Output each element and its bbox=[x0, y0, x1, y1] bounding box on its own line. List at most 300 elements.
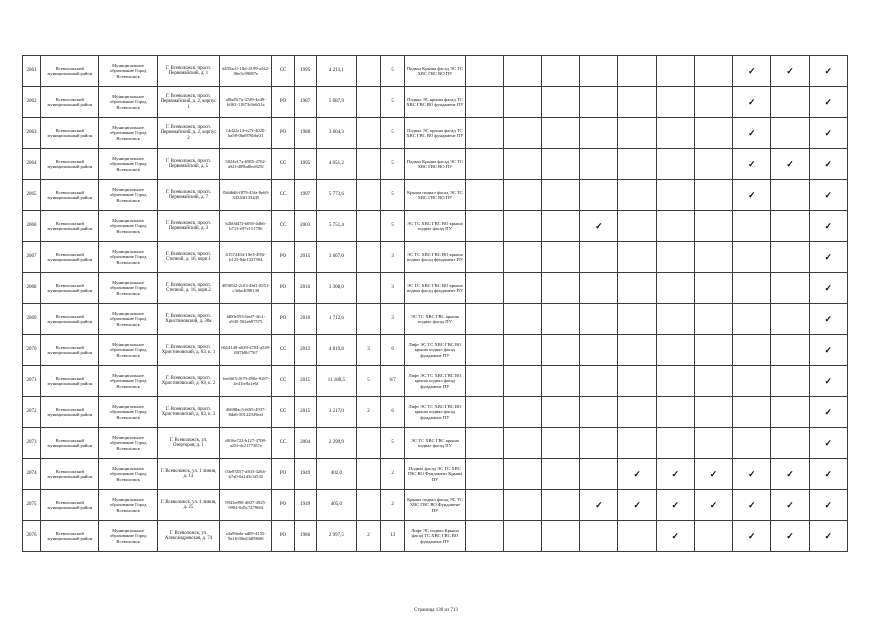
table-row bbox=[23, 118, 848, 149]
cell-fias-guid: 1ee60f5-f679-490e-9287-2e41fe8a1e6f bbox=[220, 366, 272, 397]
cell-fias-guid: 03e93557-a503-4264-b7a0-0a1d3c3f532 bbox=[220, 459, 272, 490]
cell-work-check bbox=[542, 397, 580, 428]
cell-build-year: 1997 bbox=[294, 180, 316, 211]
cell-work-check bbox=[542, 335, 580, 366]
check-mark-icon: ✓ bbox=[595, 220, 603, 231]
cell-total-area: 3 308,0 bbox=[316, 273, 356, 304]
cell-building-type: РО bbox=[272, 242, 294, 273]
cell-work-check bbox=[465, 304, 503, 335]
cell-building-type: РО bbox=[272, 87, 294, 118]
cell-work-types: Лифт ЭС ТС ХВС ГВС ВО крыша подвал фасад фундамент ПУ bbox=[405, 397, 465, 428]
cell-address: Г. Всеволожск, ул. 1 линия, д. 13 bbox=[157, 459, 219, 490]
cell-building-type: РО bbox=[272, 273, 294, 304]
cell-work-check bbox=[694, 490, 732, 521]
cell-work-check bbox=[809, 211, 847, 242]
cell-fias-guid: b2b0d47f-b050-4db6-b713-e97e151796 bbox=[220, 211, 272, 242]
cell-work-check bbox=[465, 242, 503, 273]
cell-address: Г. Всеволожск, просп. Первомайский, д. 2, корпус 2 bbox=[157, 118, 219, 149]
cell-work-check bbox=[542, 118, 580, 149]
cell-building-type: РО bbox=[272, 521, 294, 552]
cell-work-check bbox=[503, 118, 541, 149]
check-mark-icon: ✓ bbox=[824, 251, 833, 262]
cell-work-check bbox=[580, 521, 618, 552]
cell-municipality: Всеволожский муниципальный район bbox=[41, 428, 99, 459]
cell-address: Г. Всеволожск, просп. Христиновский, д. 30к bbox=[157, 304, 219, 335]
cell-owner-entity: Муниципальное образование Город Всеволожск bbox=[99, 211, 157, 242]
cell-fias-guid: a3a99ada-ad09-4155-9a16-00ed3d09608 bbox=[220, 521, 272, 552]
cell-building-type: РО bbox=[272, 118, 294, 149]
cell-municipality: Всеволожский муниципальный район bbox=[41, 211, 99, 242]
cell-entrances bbox=[356, 87, 380, 118]
cell-work-types: ЭС ТС ХВС ГВС крыша подвал фасад ПУ bbox=[405, 428, 465, 459]
table-row bbox=[23, 56, 848, 87]
cell-build-year: 2010 bbox=[294, 304, 316, 335]
cell-work-check bbox=[503, 149, 541, 180]
cell-municipality: Всеволожский муниципальный район bbox=[41, 521, 99, 552]
cell-entrances: 3 bbox=[356, 335, 380, 366]
cell-building-type: СС bbox=[272, 149, 294, 180]
cell-work-check bbox=[618, 87, 656, 118]
cell-total-area: 1 712,6 bbox=[316, 304, 356, 335]
table-row bbox=[23, 87, 848, 118]
cell-work-check bbox=[465, 118, 503, 149]
cell-work-check bbox=[809, 459, 847, 490]
cell-row-number: 2065 bbox=[23, 180, 41, 211]
cell-work-check bbox=[580, 304, 618, 335]
check-mark-icon: ✓ bbox=[747, 499, 756, 510]
cell-address: Г. Всеволожск, ул. Александровская, д. 74 bbox=[157, 521, 219, 552]
cell-work-check bbox=[503, 397, 541, 428]
check-mark-icon: ✓ bbox=[824, 437, 833, 448]
cell-owner-entity: Муниципальное образование Город Всеволожск bbox=[99, 335, 157, 366]
cell-total-area: 2 997,5 bbox=[316, 521, 356, 552]
cell-work-check bbox=[694, 304, 732, 335]
cell-work-check bbox=[771, 366, 809, 397]
cell-owner-entity: Муниципальное образование Город Всеволожск bbox=[99, 304, 157, 335]
cell-work-check bbox=[465, 490, 503, 521]
cell-work-types: Лифт ЭС ТС ХВС ГВС ВО крыша подвал фасад фундамент ПУ bbox=[405, 366, 465, 397]
cell-entrances: 2 bbox=[356, 521, 380, 552]
cell-work-check bbox=[542, 428, 580, 459]
cell-floors: 13 bbox=[381, 521, 405, 552]
cell-building-type: СС bbox=[272, 366, 294, 397]
cell-row-number: 2064 bbox=[23, 149, 41, 180]
cell-floors: 3 bbox=[381, 304, 405, 335]
cell-work-check bbox=[542, 56, 580, 87]
cell-work-check bbox=[465, 459, 503, 490]
check-mark-icon: ✓ bbox=[824, 189, 833, 200]
cell-owner-entity: Муниципальное образование Город Всеволожск bbox=[99, 490, 157, 521]
cell-building-type: СС bbox=[272, 56, 294, 87]
cell-work-check bbox=[580, 180, 618, 211]
check-mark-icon: ✓ bbox=[671, 468, 680, 479]
cell-row-number: 2069 bbox=[23, 304, 41, 335]
cell-build-year: 2015 bbox=[294, 242, 316, 273]
cell-entrances bbox=[356, 273, 380, 304]
table-row bbox=[23, 211, 848, 242]
cell-work-check bbox=[503, 366, 541, 397]
cell-work-check bbox=[465, 366, 503, 397]
cell-work-check bbox=[618, 428, 656, 459]
cell-row-number: 2062 bbox=[23, 87, 41, 118]
cell-work-check bbox=[465, 521, 503, 552]
cell-entrances bbox=[356, 180, 380, 211]
cell-total-area: 3 604,3 bbox=[316, 118, 356, 149]
check-mark-icon: ✓ bbox=[824, 375, 833, 386]
cell-work-types: ЭС ТС ХВС ГВС ВО крыша подвал фасад фундамент ПУ bbox=[405, 273, 465, 304]
cell-municipality: Всеволожский муниципальный район bbox=[41, 87, 99, 118]
table-row bbox=[23, 149, 848, 180]
cell-fias-guid: 9943e090-4607-4925-9984-0d5c747966f bbox=[220, 490, 272, 521]
cell-municipality: Всеволожский муниципальный район bbox=[41, 118, 99, 149]
cell-owner-entity: Муниципальное образование Город Всеволожск bbox=[99, 459, 157, 490]
cell-work-check bbox=[580, 118, 618, 149]
cell-work-check bbox=[465, 56, 503, 87]
cell-build-year: 1988 bbox=[294, 118, 316, 149]
cell-work-check bbox=[618, 180, 656, 211]
cell-total-area: 405,0 bbox=[316, 490, 356, 521]
cell-municipality: Всеволожский муниципальный район bbox=[41, 273, 99, 304]
cell-municipality: Всеволожский муниципальный район bbox=[41, 149, 99, 180]
cell-work-check bbox=[465, 335, 503, 366]
cell-build-year: 1949 bbox=[294, 490, 316, 521]
cell-work-check bbox=[694, 211, 732, 242]
check-mark-icon: ✓ bbox=[786, 65, 794, 76]
cell-work-check bbox=[542, 304, 580, 335]
cell-work-check bbox=[542, 149, 580, 180]
check-mark-icon: ✓ bbox=[747, 530, 756, 541]
cell-work-check bbox=[694, 242, 732, 273]
check-mark-icon: ✓ bbox=[786, 499, 794, 510]
check-mark-icon: ✓ bbox=[709, 499, 718, 510]
cell-work-check bbox=[733, 87, 771, 118]
cell-work-check bbox=[503, 273, 541, 304]
cell-municipality: Всеволожский муниципальный район bbox=[41, 180, 99, 211]
cell-owner-entity: Муниципальное образование Город Всеволожск bbox=[99, 118, 157, 149]
check-mark-icon: ✓ bbox=[824, 127, 833, 138]
cell-work-check bbox=[503, 459, 541, 490]
cell-work-check bbox=[618, 459, 656, 490]
cell-building-type: СС bbox=[272, 397, 294, 428]
cell-work-types: ЭС ТС ХВС ГВС крыша подвал фасад ПУ bbox=[405, 304, 465, 335]
check-mark-icon: ✓ bbox=[824, 158, 833, 169]
cell-work-check bbox=[771, 521, 809, 552]
cell-build-year: 2015 bbox=[294, 397, 316, 428]
cell-work-check bbox=[694, 428, 732, 459]
table-row bbox=[23, 273, 848, 304]
cell-work-check bbox=[694, 335, 732, 366]
cell-work-check bbox=[656, 180, 694, 211]
cell-work-check bbox=[580, 149, 618, 180]
cell-build-year: 1995 bbox=[294, 56, 316, 87]
cell-work-check bbox=[542, 87, 580, 118]
cell-work-check bbox=[465, 273, 503, 304]
cell-owner-entity: Муниципальное образование Город Всеволожск bbox=[99, 428, 157, 459]
cell-floors: 5 bbox=[381, 211, 405, 242]
cell-row-number: 2073 bbox=[23, 428, 41, 459]
check-mark-icon: ✓ bbox=[786, 158, 794, 169]
cell-work-check bbox=[733, 273, 771, 304]
cell-municipality: Всеволожский муниципальный район bbox=[41, 490, 99, 521]
cell-work-check bbox=[809, 273, 847, 304]
cell-work-check bbox=[771, 149, 809, 180]
cell-work-check bbox=[656, 118, 694, 149]
cell-work-check bbox=[771, 87, 809, 118]
cell-total-area: 5 751,4 bbox=[316, 211, 356, 242]
cell-row-number: 2070 bbox=[23, 335, 41, 366]
check-mark-icon: ✓ bbox=[824, 530, 833, 541]
cell-floors: 6 bbox=[381, 397, 405, 428]
check-mark-icon: ✓ bbox=[824, 344, 833, 355]
cell-work-check bbox=[809, 304, 847, 335]
cell-work-check bbox=[618, 366, 656, 397]
cell-work-check bbox=[733, 304, 771, 335]
cell-work-types: ЭС ТС ХВС ГВС ВО крыша подвал фасад фундамент ПУ bbox=[405, 242, 465, 273]
cell-floors: 6 bbox=[381, 335, 405, 366]
cell-work-check bbox=[580, 56, 618, 87]
table-row bbox=[23, 521, 848, 552]
cell-work-check bbox=[503, 521, 541, 552]
check-mark-icon: ✓ bbox=[671, 499, 680, 510]
cell-address: Г. Всеволожск, ул. 1 линия, д. 25 bbox=[157, 490, 219, 521]
cell-work-check bbox=[618, 211, 656, 242]
cell-work-check bbox=[542, 211, 580, 242]
cell-total-area: 3 217,0 bbox=[316, 397, 356, 428]
cell-owner-entity: Муниципальное образование Город Всеволожск bbox=[99, 397, 157, 428]
cell-build-year: 1986 bbox=[294, 521, 316, 552]
cell-work-check bbox=[809, 87, 847, 118]
cell-work-check bbox=[733, 490, 771, 521]
cell-work-check bbox=[694, 273, 732, 304]
cell-work-check bbox=[809, 428, 847, 459]
cell-entrances bbox=[356, 242, 380, 273]
page-footer: Страница 130 из 713 bbox=[414, 608, 458, 613]
cell-work-check bbox=[580, 397, 618, 428]
cell-work-check bbox=[580, 211, 618, 242]
cell-floors: 6/7 bbox=[381, 366, 405, 397]
cell-fias-guid: 0654148-a639-4704-a549-f8f7b0b7767 bbox=[220, 335, 272, 366]
cell-work-check bbox=[771, 242, 809, 273]
check-mark-icon: ✓ bbox=[633, 499, 641, 510]
cell-work-types: Крыша подвал фасад ЭС ТС ХВС ГВС ВО Фундамент ПУ bbox=[405, 490, 465, 521]
cell-work-types: Подвал фасад ЭС ТС ХВС ГВС ВО Фундамент Крыша ПУ bbox=[405, 459, 465, 490]
cell-building-type: РО bbox=[272, 304, 294, 335]
cell-owner-entity: Муниципальное образование Город Всеволожск bbox=[99, 149, 157, 180]
cell-work-check bbox=[465, 180, 503, 211]
cell-address: Г. Всеволожск, просп. Первомайский, д. 3 bbox=[157, 211, 219, 242]
check-mark-icon: ✓ bbox=[824, 313, 833, 324]
cell-fias-guid: d616e722-b127-4708-a25f-dc2177387е bbox=[220, 428, 272, 459]
cell-work-check bbox=[503, 56, 541, 87]
cell-work-check bbox=[542, 521, 580, 552]
cell-work-types: Подвал ЭС крыша фасад ТС ХВС ГВС ВО фундамент ПУ bbox=[405, 118, 465, 149]
cell-work-types: Подвал Крыша фасад ЭС ТС ХВС ГВС ВО ПУ bbox=[405, 56, 465, 87]
cell-work-check bbox=[694, 180, 732, 211]
cell-entrances: 2 bbox=[356, 397, 380, 428]
cell-work-check bbox=[656, 211, 694, 242]
cell-building-type: СС bbox=[272, 180, 294, 211]
cell-build-year: 2016 bbox=[294, 273, 316, 304]
cell-work-types: Лифт ЭС подвал Крыша фасад ТС ХВС ГВС ВО фундамент ПУ bbox=[405, 521, 465, 552]
cell-work-check bbox=[542, 366, 580, 397]
cell-work-types: ЭС ТС ХВС ГВС ВО крыша подвал фасад ПУ bbox=[405, 211, 465, 242]
cell-work-check bbox=[656, 149, 694, 180]
cell-municipality: Всеволожский муниципальный район bbox=[41, 335, 99, 366]
cell-work-check bbox=[618, 56, 656, 87]
cell-work-check bbox=[542, 459, 580, 490]
cell-entrances bbox=[356, 490, 380, 521]
cell-total-area: 402,0 bbox=[316, 459, 356, 490]
cell-work-check bbox=[580, 87, 618, 118]
cell-work-check bbox=[503, 335, 541, 366]
cell-work-check bbox=[503, 87, 541, 118]
cell-build-year: 2004 bbox=[294, 428, 316, 459]
cell-work-check bbox=[503, 242, 541, 273]
cell-work-check bbox=[809, 521, 847, 552]
check-mark-icon: ✓ bbox=[747, 468, 756, 479]
cell-work-check bbox=[656, 56, 694, 87]
cell-work-check bbox=[809, 366, 847, 397]
housing-register-table bbox=[22, 55, 848, 552]
cell-work-types: Подвал Крыша фасад ЭС ТС ХВС ГВС ВО ПУ bbox=[405, 149, 465, 180]
cell-floors: 2 bbox=[381, 459, 405, 490]
cell-fias-guid: a0bd5f7a-47d9-4e49-b063-11873c8eb31a bbox=[220, 87, 272, 118]
cell-work-check bbox=[733, 211, 771, 242]
cell-address: Г. Всеволожск, просп. Христиновский, д. 83, к. 3 bbox=[157, 397, 219, 428]
cell-work-check bbox=[618, 149, 656, 180]
table-row bbox=[23, 304, 848, 335]
cell-work-check bbox=[580, 490, 618, 521]
cell-floors: 5 bbox=[381, 118, 405, 149]
cell-fias-guid: 485f832-2c03-4bf1-8351-c3ebe4098139 bbox=[220, 273, 272, 304]
cell-floors: 3 bbox=[381, 273, 405, 304]
check-mark-icon: ✓ bbox=[709, 468, 718, 479]
check-mark-icon: ✓ bbox=[747, 96, 756, 107]
cell-work-check bbox=[656, 490, 694, 521]
cell-work-check bbox=[694, 118, 732, 149]
cell-building-type: СС bbox=[272, 335, 294, 366]
cell-work-check bbox=[733, 242, 771, 273]
cell-work-check bbox=[809, 397, 847, 428]
cell-address: Г. Всеволожск, ул. Озерторов, д. 1 bbox=[157, 428, 219, 459]
cell-work-check bbox=[656, 459, 694, 490]
cell-entrances bbox=[356, 118, 380, 149]
cell-work-check bbox=[771, 397, 809, 428]
check-mark-icon: ✓ bbox=[747, 158, 756, 169]
cell-building-type: РО bbox=[272, 459, 294, 490]
cell-work-check bbox=[656, 428, 694, 459]
cell-address: Г. Всеволожск, просп. Христиновский, д. 83, к. 1 bbox=[157, 335, 219, 366]
cell-work-check bbox=[809, 490, 847, 521]
cell-work-check bbox=[580, 459, 618, 490]
cell-entrances bbox=[356, 459, 380, 490]
cell-row-number: 2075 bbox=[23, 490, 41, 521]
cell-work-check bbox=[618, 490, 656, 521]
cell-owner-entity: Муниципальное образование Город Всеволожск bbox=[99, 242, 157, 273]
cell-work-check bbox=[503, 428, 541, 459]
cell-total-area: 5 773,6 bbox=[316, 180, 356, 211]
cell-work-check bbox=[771, 490, 809, 521]
cell-work-check bbox=[809, 56, 847, 87]
cell-work-check bbox=[503, 180, 541, 211]
cell-work-check bbox=[580, 366, 618, 397]
cell-work-check bbox=[733, 56, 771, 87]
cell-build-year: 1949 bbox=[294, 459, 316, 490]
cell-owner-entity: Муниципальное образование Город Всеволожск bbox=[99, 366, 157, 397]
cell-work-check bbox=[771, 428, 809, 459]
cell-work-check bbox=[542, 490, 580, 521]
cell-work-check bbox=[618, 242, 656, 273]
cell-work-check bbox=[809, 149, 847, 180]
check-mark-icon: ✓ bbox=[824, 282, 833, 293]
cell-row-number: 2066 bbox=[23, 211, 41, 242]
cell-row-number: 2072 bbox=[23, 397, 41, 428]
cell-work-check bbox=[694, 366, 732, 397]
cell-fias-guid: 46698ac5-60f5-4937-8da6-50122929eaf bbox=[220, 397, 272, 428]
cell-work-check bbox=[542, 180, 580, 211]
cell-total-area: 4 819,8 bbox=[316, 335, 356, 366]
cell-owner-entity: Муниципальное образование Город Всеволожск bbox=[99, 180, 157, 211]
cell-fias-guid: 61572404-10e3-495f-b123-8de1327584 bbox=[220, 242, 272, 273]
cell-work-check bbox=[465, 428, 503, 459]
cell-work-check bbox=[733, 180, 771, 211]
cell-building-type: РО bbox=[272, 490, 294, 521]
cell-total-area: 4 213,1 bbox=[316, 56, 356, 87]
cell-work-check bbox=[733, 149, 771, 180]
cell-work-check bbox=[465, 397, 503, 428]
cell-total-area: 3 667,0 bbox=[316, 242, 356, 273]
cell-floors: 5 bbox=[381, 149, 405, 180]
cell-entrances bbox=[356, 428, 380, 459]
table-row bbox=[23, 428, 848, 459]
cell-work-check bbox=[694, 397, 732, 428]
cell-work-check bbox=[694, 56, 732, 87]
cell-work-check bbox=[656, 242, 694, 273]
cell-floors: 5 bbox=[381, 56, 405, 87]
cell-address: Г. Всеволожск, просп. Степной, д. 16, корп.2 bbox=[157, 273, 219, 304]
cell-work-check bbox=[580, 335, 618, 366]
cell-row-number: 2061 bbox=[23, 56, 41, 87]
cell-floors: 5 bbox=[381, 87, 405, 118]
check-mark-icon: ✓ bbox=[671, 530, 680, 541]
cell-work-check bbox=[733, 459, 771, 490]
cell-municipality: Всеволожский муниципальный район bbox=[41, 304, 99, 335]
check-mark-icon: ✓ bbox=[747, 65, 756, 76]
cell-row-number: 2067 bbox=[23, 242, 41, 273]
cell-build-year: 1987 bbox=[294, 87, 316, 118]
cell-work-check bbox=[618, 335, 656, 366]
check-mark-icon: ✓ bbox=[595, 499, 603, 510]
check-mark-icon: ✓ bbox=[824, 65, 833, 76]
cell-work-types: Крыша подвал фасад ЭС ТС ХВС ГВС ВО ПУ bbox=[405, 180, 465, 211]
cell-work-check bbox=[733, 335, 771, 366]
cell-work-check bbox=[580, 273, 618, 304]
cell-floors: 2 bbox=[381, 490, 405, 521]
table-row bbox=[23, 490, 848, 521]
check-mark-icon: ✓ bbox=[824, 406, 833, 417]
cell-work-check bbox=[656, 304, 694, 335]
cell-municipality: Всеволожский муниципальный район bbox=[41, 366, 99, 397]
cell-work-check bbox=[656, 366, 694, 397]
cell-work-check bbox=[694, 87, 732, 118]
cell-build-year: 1995 bbox=[294, 149, 316, 180]
table-row bbox=[23, 366, 848, 397]
cell-work-check bbox=[618, 273, 656, 304]
table-row bbox=[23, 242, 848, 273]
cell-address: Г. Всеволожск, просп. Первомайский, д. 1 bbox=[157, 56, 219, 87]
cell-municipality: Всеволожский муниципальный район bbox=[41, 397, 99, 428]
cell-work-check bbox=[694, 149, 732, 180]
